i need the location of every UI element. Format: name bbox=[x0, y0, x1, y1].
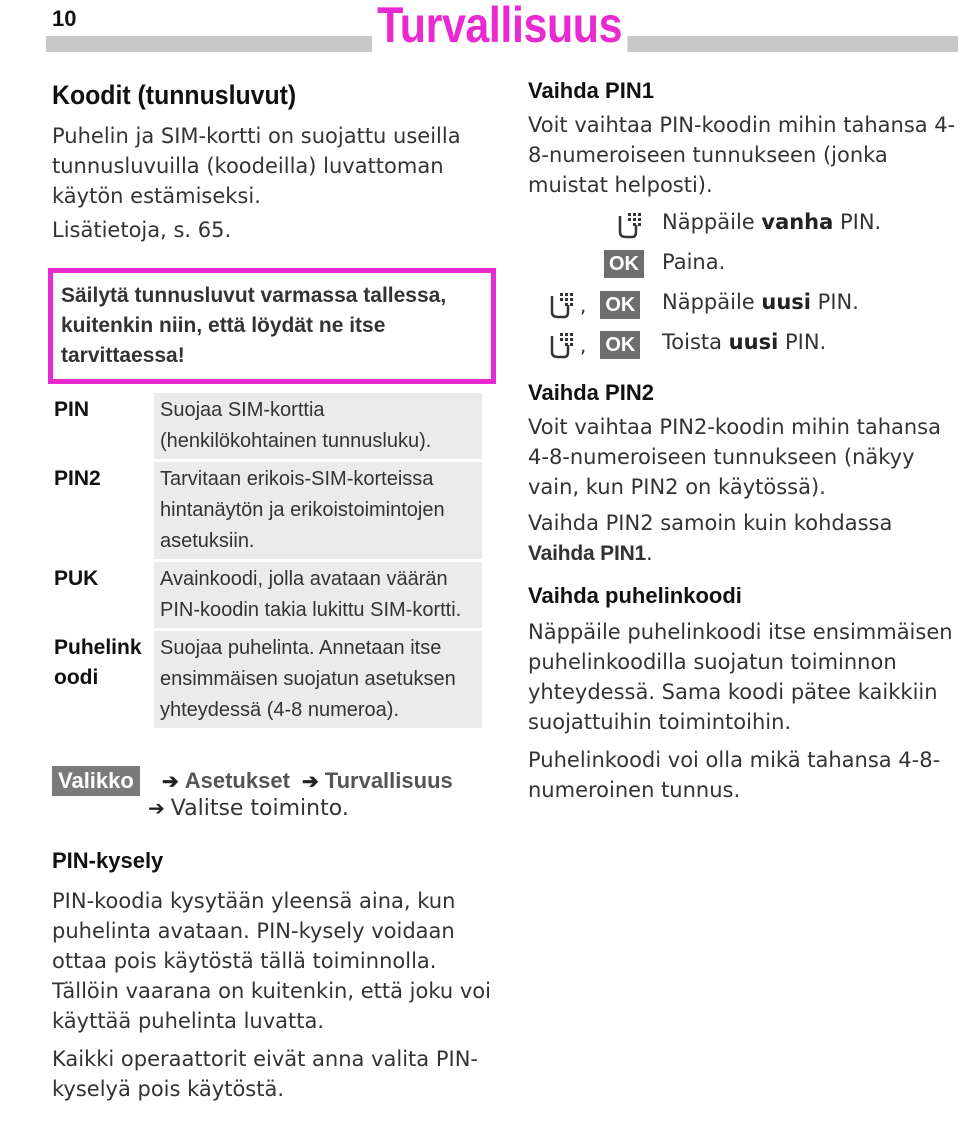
phonecode-heading: Vaihda puhelinkoodi bbox=[528, 583, 742, 608]
menu-path-item: Turvallisuus bbox=[324, 768, 453, 793]
step-text: Paina. bbox=[662, 250, 726, 274]
pin-query-body bbox=[52, 886, 492, 1104]
pin-query-paragraph: Kaikki operaattorit eivät anna valita PIN-kyselyä pois käytöstä. bbox=[52, 1047, 478, 1101]
menu-path bbox=[52, 766, 453, 796]
step-text: Näppäile vanha PIN. bbox=[662, 210, 882, 234]
code-term: Puhelinkoodi bbox=[54, 636, 142, 689]
ok-key-icon: OK bbox=[600, 291, 640, 319]
ok-key-icon: OK bbox=[600, 331, 640, 359]
codes-table bbox=[50, 390, 482, 731]
code-definition: Suojaa SIM-korttia (henkilökohtainen tunnusluku). bbox=[154, 393, 482, 459]
pin1-body: Voit vaihtaa PIN-koodin mihin tahansa 4-8-numeroiseen tunnukseen (jonka muistat helposti). bbox=[528, 113, 956, 197]
code-term: PUK bbox=[54, 567, 99, 590]
step-row: , OK Toista uusi PIN. bbox=[528, 326, 958, 366]
right-column bbox=[528, 78, 958, 805]
step-row bbox=[528, 206, 958, 246]
step-text: Näppäile uusi PIN. bbox=[662, 290, 859, 314]
code-definition: Suojaa puhelinta. Annetaan itse ensimmäisen suojatun asetuksen yhteydessä (4-8 numeroa). bbox=[154, 631, 482, 728]
pin2-body: Voit vaihtaa PIN2-koodin mihin tahansa 4-8-numeroiseen tunnukseen (näkyy vain, kun PIN2 on käytössä). bbox=[528, 415, 941, 499]
pin-query-paragraph: PIN-koodia kysytään yleensä aina, kun puhelinta avataan. PIN-kysely voidaan ottaa pois käytöstä tällä toiminnolla. Tällöin vaarana on kuitenkin, että joku voi käyttää puhelinta luvatta. bbox=[52, 889, 491, 1033]
phonecode-paragraph: Näppäile puhelinkoodi itse ensimmäisen puhelinkoodilla suojatun toiminnon yhteydessä. Sama koodi pätee kaikkiin suojattuihin toimintoihin. bbox=[528, 620, 953, 734]
keypad-hand-icon bbox=[546, 330, 576, 360]
intro-paragraph: Puhelin ja SIM-kortti on suojattu useilla tunnusluvuilla (koodeilla) luvattoman käytön estämiseksi. bbox=[52, 124, 461, 208]
ok-key-icon: OK bbox=[604, 250, 644, 278]
pin2-same-ref: Vaihda PIN1 bbox=[528, 542, 647, 565]
more-info-text: Lisätietoja, s. 65. bbox=[52, 218, 232, 242]
code-term: PIN2 bbox=[54, 467, 101, 490]
code-row-pin2 bbox=[50, 462, 482, 559]
menu-action-text: Valitse toiminto. bbox=[170, 796, 349, 821]
code-term: PIN bbox=[54, 398, 90, 421]
arrow-right-icon: ➔ bbox=[161, 771, 179, 793]
code-definition: Avainkoodi, jolla avataan väärän PIN-koodin takia lukittu SIM-kortti. bbox=[154, 562, 482, 628]
pin1-heading: Vaihda PIN1 bbox=[528, 78, 654, 103]
step-row bbox=[528, 246, 958, 286]
code-row-puk bbox=[50, 562, 482, 628]
step-text: Toista uusi PIN. bbox=[662, 330, 827, 354]
menu-softkey[interactable]: Valikko bbox=[52, 766, 140, 796]
arrow-right-icon: ➔ bbox=[148, 796, 165, 820]
step-row: , OK Näppäile uusi PIN. bbox=[528, 286, 958, 326]
pin1-steps bbox=[528, 206, 958, 366]
pin2-heading: Vaihda PIN2 bbox=[528, 380, 654, 405]
phonecode-paragraph: Puhelinkoodi voi olla mikä tahansa 4-8-numeroinen tunnus. bbox=[528, 748, 941, 802]
chapter-title: Turvallisuus bbox=[372, 0, 627, 54]
pin2-same-text: Vaihda PIN2 samoin kuin kohdassa Vaihda PIN1. bbox=[528, 511, 893, 565]
warning-text: Säilytä tunnusluvut varmassa tallessa, kuitenkin niin, että löydät ne itse tarvittaessa! bbox=[61, 284, 447, 367]
page-number: 10 bbox=[52, 6, 77, 31]
section-heading: Koodit (tunnusluvut) bbox=[52, 80, 297, 110]
code-row-phonecode bbox=[50, 631, 482, 728]
left-column bbox=[52, 80, 482, 245]
arrow-right-icon: ➔ bbox=[302, 771, 319, 793]
keypad-hand-icon bbox=[546, 290, 576, 320]
code-definition: Tarvitaan erikois-SIM-korteissa hintanäytön ja erikoistoimintojen asetuksiin. bbox=[154, 462, 482, 559]
menu-action-line bbox=[148, 796, 349, 821]
keypad-hand-icon bbox=[614, 210, 644, 240]
pin-query-heading: PIN-kysely bbox=[52, 848, 164, 873]
code-row-pin bbox=[50, 393, 482, 459]
warning-box bbox=[48, 268, 496, 384]
menu-path-item: Asetukset bbox=[184, 768, 290, 793]
